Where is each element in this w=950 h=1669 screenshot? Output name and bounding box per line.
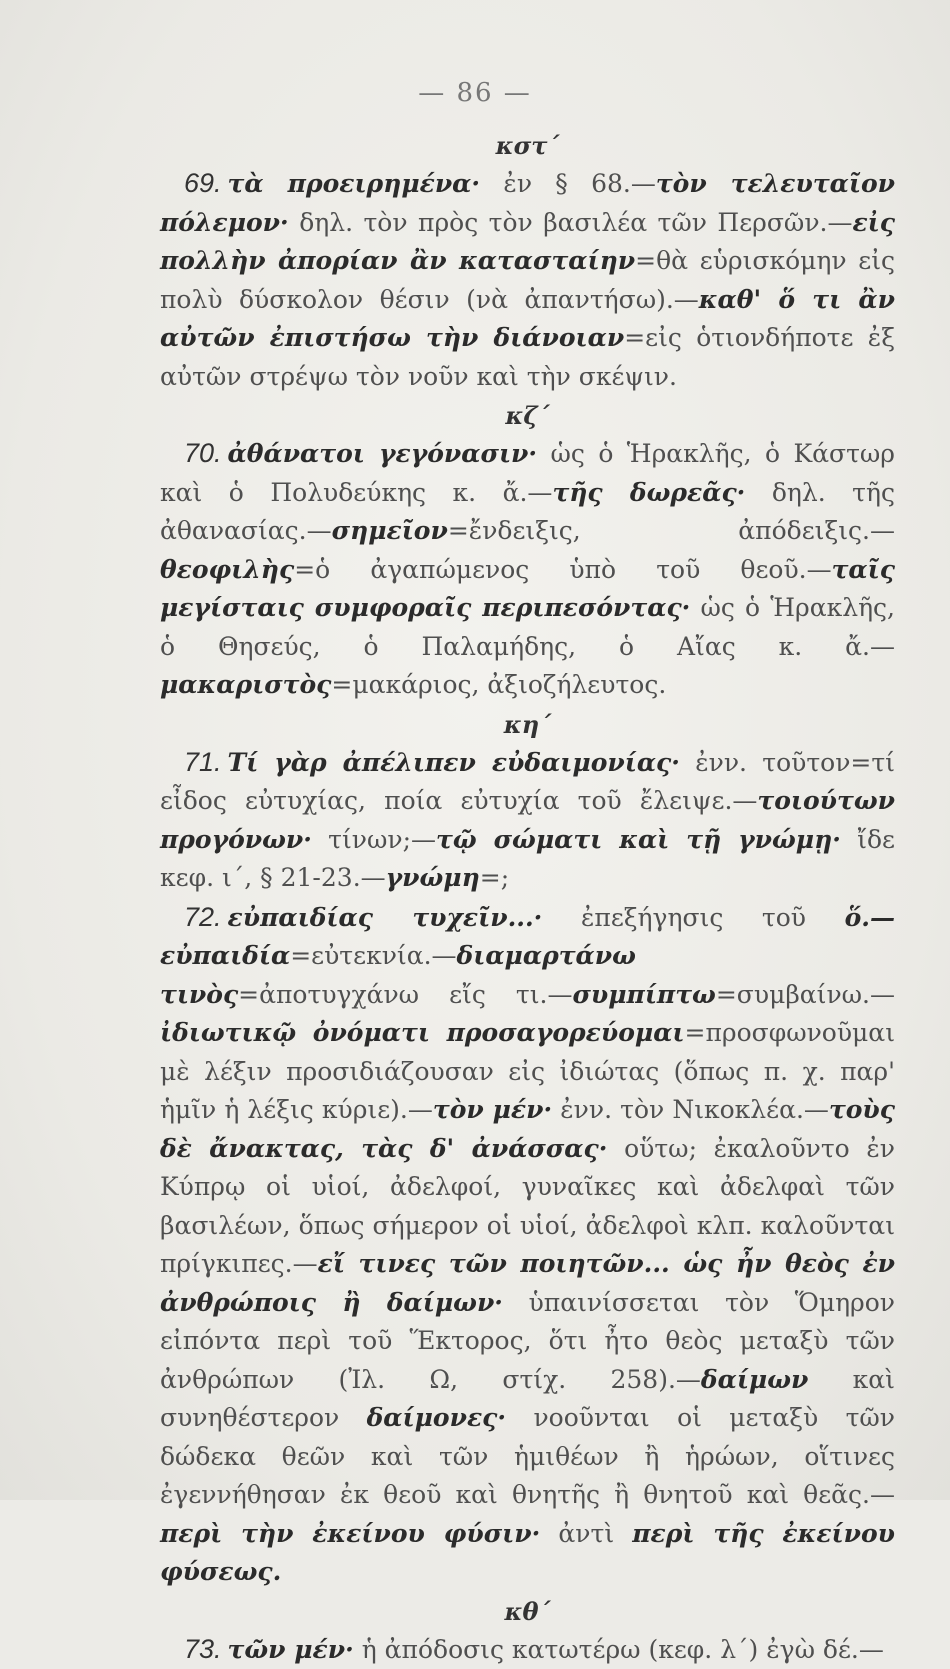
lemma-text: τῶν μέν·	[228, 1635, 354, 1664]
lemma-text: τῆς δωρεᾶς·	[552, 478, 745, 507]
note-70	[160, 434, 895, 705]
lemma-text: ἰδιωτικῷ ὀνόματι προσαγορεύομαι	[160, 1018, 685, 1047]
gloss-text: ἴδε κεφ. ι΄, § 21-23.—	[160, 825, 895, 893]
lemma-text: μακαριστὸς	[160, 670, 331, 699]
lemma-text: εὐπαιδίας τυχεῖν...·	[228, 903, 543, 932]
section-heading: κη΄	[160, 707, 895, 743]
gloss-text: =;	[480, 863, 509, 892]
gloss-text: =εὐτεκνία.—	[290, 941, 456, 970]
note-71	[160, 743, 895, 898]
gloss-text: ἡ ἀπόδοσις κατωτέρω (κεφ. λ΄) ἐγὼ δέ.—	[354, 1635, 884, 1664]
note-body	[160, 748, 895, 893]
lemma-text: συμπίπτω	[572, 980, 715, 1009]
lemma-text: δαίμων	[701, 1365, 808, 1394]
commentary-text	[160, 128, 895, 1669]
gloss-text: καὶ συνηθέστερον	[160, 1365, 895, 1433]
note-number: 71.	[184, 747, 222, 777]
lemma-text: τὸν μέν·	[433, 1095, 552, 1124]
lemma-text: τῷ σώματι καὶ τῇ γνώμῃ·	[436, 825, 841, 854]
note-69	[160, 164, 895, 396]
lemma-text: Τί γὰρ ἀπέλιπεν εὐδαιμονίας·	[228, 748, 680, 777]
note-number: 69.	[184, 168, 222, 198]
gloss-text: =προσφωνοῦμαι μὲ λέξιν προσιδιάζουσαν εἰς ἰδιώτας (ὅπως π. χ. παρ' ἡμῖν ἡ λέξις κύριε).—	[160, 1018, 895, 1124]
gloss-text: δηλ. τῆς ἀθανασίας.—	[160, 478, 895, 546]
note-72	[160, 898, 895, 1592]
lemma-text: σημεῖον	[332, 516, 448, 545]
lemma-text: ταῖς μεγίσταις συμφοραῖς περιπεσόντας·	[160, 555, 895, 623]
lemma-text: δαίμονες·	[367, 1403, 506, 1432]
gloss-text: ἐνν. τοῦτον=τί εἶδος εὐτυχίας, ποία εὐτυχία τοῦ ἔλειψε.—	[160, 748, 895, 816]
gloss-text: =ἀποτυγχάνω εἴς τι.—	[238, 980, 572, 1009]
note-number: 70.	[184, 438, 222, 468]
section-heading: κζ΄	[160, 398, 895, 434]
note-number: 72.	[184, 902, 222, 932]
lemma-text: τοιούτων προγόνων·	[160, 786, 895, 854]
lemma-text: εἰς πολλὴν ἀπορίαν ἂν κατασταίην	[160, 208, 895, 276]
lemma-text: τὸν τελευταῖον πόλεμον·	[160, 169, 895, 237]
gloss-text: δηλ. τὸν πρὸς τὸν βασιλέα τῶν Περσῶν.—	[289, 208, 853, 237]
gloss-text: ἐνν. τὸν Νικοκλέα.—	[552, 1095, 829, 1124]
gloss-text: οὕτω; ἐκαλοῦντο ἐν Κύπρῳ οἱ υἱοί, ἀδελφοί, γυναῖκες καὶ ἀδελφαὶ τῶν βασιλέων, ὅπως σήμερον οἱ υἱοί, ἀδελφοὶ κλπ. καλοῦνται πρίγκιπες.—	[160, 1134, 895, 1279]
lemma-text: τοὺς δὲ ἄνακτας, τὰς δ' ἀνάσσας·	[160, 1095, 895, 1163]
section-heading: κστ΄	[160, 128, 895, 164]
note-body	[160, 439, 895, 699]
gloss-text: =συμβαίνω.—	[716, 980, 895, 1009]
lemma-text: διαμαρτάνω τινὸς	[160, 941, 636, 1009]
lemma-text: ὅ.—εὐπαιδία	[160, 903, 895, 971]
gloss-text: τίνων;—	[312, 825, 436, 854]
lemma-text: καθ' ὅ τι ἂν αὐτῶν ἐπιστήσω τὴν διάνοιαν	[160, 285, 895, 353]
lemma-text: ἀθάνατοι γεγόνασιν·	[228, 439, 538, 468]
gloss-text: =θὰ εὑρισκόμην εἰς πολὺ δύσκολον θέσιν (νὰ ἀπαντήσω).—	[160, 246, 895, 314]
gloss-text: ἐν § 68.—	[480, 169, 656, 198]
lemma-text: περὶ τὴν ἐκείνου φύσιν·	[160, 1519, 540, 1548]
gloss-text: =μακάριος, ἀξιοζήλευτος.	[331, 670, 666, 699]
note-73	[160, 1630, 895, 1669]
gloss-text: ἐπεξήγησις τοῦ	[542, 903, 844, 932]
note-body	[160, 169, 895, 391]
gloss-text: ἀντὶ	[540, 1519, 632, 1548]
lemma-text: γνώμη	[386, 863, 480, 892]
lemma-text: εἴ τινες τῶν ποιητῶν... ὡς ἦν θεὸς ἐν ἀνθρώποις ἢ δαίμων·	[160, 1249, 895, 1317]
section-heading: κθ΄	[160, 1594, 895, 1630]
gloss-text: νοοῦνται οἱ μεταξὺ τῶν δώδεκα θεῶν καὶ τῶν ἡμιθέων ἢ ἡρώων, οἵτινες ἐγεννήθησαν ἐκ θεοῦ καὶ θνητῆς ἢ θνητοῦ καὶ θεᾶς.—	[160, 1403, 895, 1509]
note-body	[228, 1635, 884, 1664]
gloss-text: ὑπαινίσσεται τὸν Ὅμηρον εἰπόντα περὶ τοῦ Ἕκτορος, ὅτι ἦτο θεὸς μεταξὺ τῶν ἀνθρώπων (Ἰλ. Ω, στίχ. 258).—	[160, 1288, 895, 1394]
note-number: 73.	[184, 1634, 222, 1664]
gloss-text: ὡς ὁ Ἡρακλῆς, ὁ Θησεύς, ὁ Παλαμήδης, ὁ Αἴας κ. ἄ.—	[160, 593, 895, 661]
lemma-text: θεοφιλὴς	[160, 555, 294, 584]
gloss-text: =ὁ ἀγαπώμενος ὑπὸ τοῦ θεοῦ.—	[294, 555, 831, 584]
lemma-text: τὰ προειρημένα·	[228, 169, 481, 198]
page-number: — 86 —	[0, 78, 950, 108]
lemma-text: περὶ τῆς ἐκείνου φύσεως.	[160, 1519, 895, 1587]
gloss-text: =εἰς ὁτιονδήποτε ἐξ αὐτῶν στρέψω τὸν νοῦν καὶ τὴν σκέψιν.	[160, 323, 895, 391]
note-body	[160, 903, 895, 1587]
gloss-text: ὡς ὁ Ἡρακλῆς, ὁ Κάστωρ καὶ ὁ Πολυδεύκης κ. ἄ.—	[160, 439, 895, 507]
gloss-text: =ἔνδειξις, ἀπόδειξις.—	[448, 516, 895, 545]
